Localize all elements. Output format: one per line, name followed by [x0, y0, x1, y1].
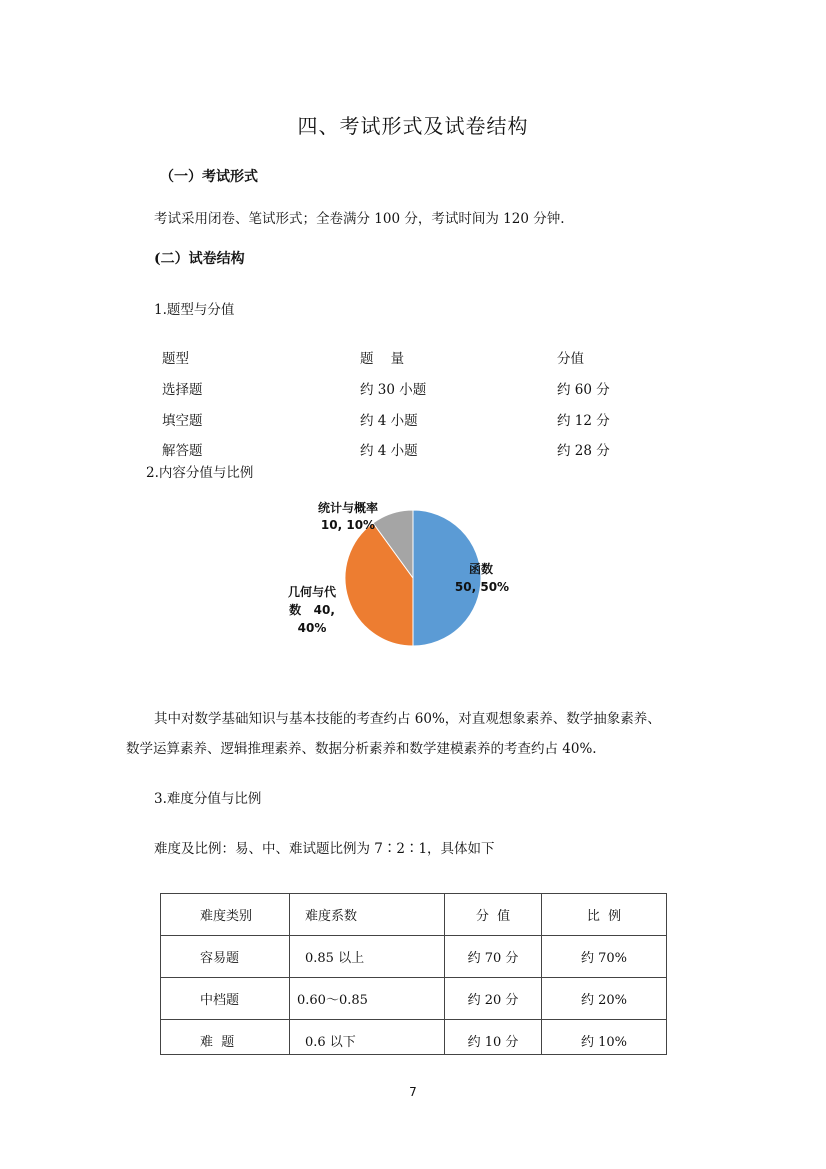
- row-count: 约 30 小题: [360, 382, 427, 398]
- row-type: 解答题: [162, 443, 203, 459]
- row-category: 容易题: [200, 951, 240, 966]
- row-score: 约 12 分: [557, 413, 610, 429]
- row-coefficient: 0.85 以上: [305, 951, 365, 966]
- row-coefficient: 0.60～0.85: [297, 993, 368, 1008]
- row-type: 选择题: [162, 382, 203, 398]
- page-number: 7: [409, 1085, 417, 1099]
- label-func-value: 50, 50%: [454, 580, 510, 594]
- row-count: 约 4 小题: [360, 413, 418, 429]
- section-title: 四、考试形式及试卷结构: [297, 114, 529, 138]
- table-row: [161, 978, 667, 1020]
- header-category: 难度类别: [200, 909, 253, 924]
- header-score: 分值: [557, 351, 584, 367]
- exam-form-heading: （一）考试形式: [160, 169, 258, 185]
- question-types-subheading: 1.题型与分值: [154, 302, 235, 318]
- row-count: 约 4 小题: [360, 443, 418, 459]
- row-score: 约 20 分: [467, 993, 519, 1008]
- difficulty-subheading: 3.难度分值与比例: [154, 791, 262, 807]
- row-score: 约 70 分: [467, 951, 519, 966]
- difficulty-intro: 难度及比例：易、中、难试题比例为 7∶2∶1，具体如下: [154, 841, 495, 857]
- header-score: 分 值: [475, 909, 511, 924]
- header-coefficient: 难度系数: [305, 909, 358, 924]
- exam-form-text: 考试采用闭卷、笔试形式；全卷满分 100 分，考试时间为 120 分钟.: [154, 211, 565, 227]
- content-paragraph-line1: 其中对数学基础知识与基本技能的考查约占 60%，对直观想象素养、数学抽象素养、: [154, 711, 661, 727]
- row-score: 约 28 分: [557, 443, 610, 459]
- label-geo-line2: 数 40,: [289, 603, 335, 617]
- row-ratio: 约 70%: [580, 951, 628, 966]
- row-score: 约 10 分: [467, 1035, 519, 1050]
- header-type: 题型: [162, 351, 189, 367]
- pie-slice-func: [413, 510, 481, 646]
- row-ratio: 约 20%: [580, 993, 628, 1008]
- label-stat-value: 10, 10%: [320, 518, 376, 532]
- label-geo-line1: 几何与代: [287, 585, 337, 599]
- content-ratio-subheading: 2.内容分值与比例: [146, 465, 254, 481]
- content-pie-chart: [270, 495, 510, 655]
- table-row: [161, 1020, 667, 1055]
- row-ratio: 约 10%: [580, 1035, 628, 1050]
- table-row: [161, 936, 667, 978]
- row-type: 填空题: [162, 413, 203, 429]
- label-func-name: 函数: [468, 562, 494, 576]
- row-coefficient: 0.6 以下: [305, 1035, 356, 1050]
- difficulty-header-row: [161, 894, 667, 936]
- row-category: 中档题: [200, 993, 240, 1008]
- row-score: 约 60 分: [557, 382, 610, 398]
- paper-structure-heading: (二）试卷结构: [154, 251, 245, 267]
- content-paragraph-line2: 数学运算素养、逻辑推理素养、数据分析素养和数学建模素养的考查约占 40%.: [126, 741, 597, 757]
- difficulty-table: [160, 893, 667, 1055]
- header-ratio: 比 例: [586, 909, 622, 924]
- label-geo-line3: 40%: [297, 621, 327, 635]
- label-stat-name: 统计与概率: [317, 501, 379, 515]
- header-count: 题 量: [360, 351, 405, 367]
- row-category: 难 题: [200, 1035, 235, 1050]
